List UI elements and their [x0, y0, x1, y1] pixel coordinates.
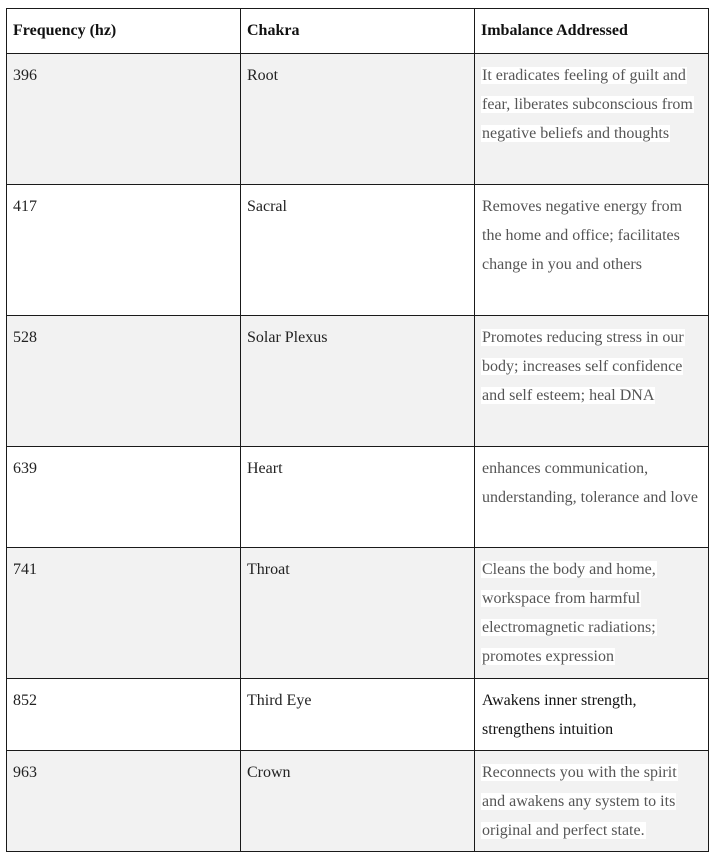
- imbalance-text: Awakens inner strength, strengthens intuition: [482, 692, 637, 738]
- chakra-frequency-table: [6, 8, 709, 852]
- header-imbalance: Imbalance Addressed: [475, 9, 709, 54]
- imbalance-text: It eradicates feeling of guilt and fear, liberates subconscious from negative beliefs and thoughts: [482, 67, 693, 142]
- imbalance-cell: [475, 548, 709, 679]
- header-row: [7, 9, 709, 54]
- frequency-cell: 963: [7, 751, 241, 852]
- table-row: [7, 54, 709, 185]
- header-frequency: Frequency (hz): [7, 9, 241, 54]
- frequency-cell: 528: [7, 316, 241, 447]
- frequency-cell: 741: [7, 548, 241, 679]
- imbalance-text: enhances communication, understanding, tolerance and love: [482, 460, 698, 506]
- imbalance-cell: [475, 185, 709, 316]
- imbalance-cell: [475, 54, 709, 185]
- chakra-cell: Solar Plexus: [241, 316, 475, 447]
- frequency-cell: 396: [7, 54, 241, 185]
- imbalance-text: Removes negative energy from the home and office; facilitates change in you and others: [482, 198, 683, 273]
- imbalance-cell: [475, 447, 709, 548]
- frequency-cell: 852: [7, 679, 241, 751]
- table-row: [7, 679, 709, 751]
- chakra-cell: Sacral: [241, 185, 475, 316]
- table-row: [7, 548, 709, 679]
- imbalance-cell: [475, 316, 709, 447]
- chakra-cell: Crown: [241, 751, 475, 852]
- chakra-cell: Third Eye: [241, 679, 475, 751]
- table-row: [7, 316, 709, 447]
- table-row: [7, 447, 709, 548]
- imbalance-text: Cleans the body and home, workspace from harmful electromagnetic radiations; promotes expression: [482, 561, 656, 665]
- chakra-cell: Throat: [241, 548, 475, 679]
- frequency-cell: 639: [7, 447, 241, 548]
- imbalance-cell: [475, 751, 709, 852]
- imbalance-text: Reconnects you with the spirit and awakens any system to its original and perfect state.: [482, 764, 677, 839]
- frequency-cell: 417: [7, 185, 241, 316]
- table-row: [7, 185, 709, 316]
- chakra-cell: Heart: [241, 447, 475, 548]
- chakra-cell: Root: [241, 54, 475, 185]
- header-chakra: Chakra: [241, 9, 475, 54]
- table-row: [7, 751, 709, 852]
- imbalance-cell: [475, 679, 709, 751]
- imbalance-text: Promotes reducing stress in our body; increases self confidence and self esteem; heal DNA: [482, 329, 684, 404]
